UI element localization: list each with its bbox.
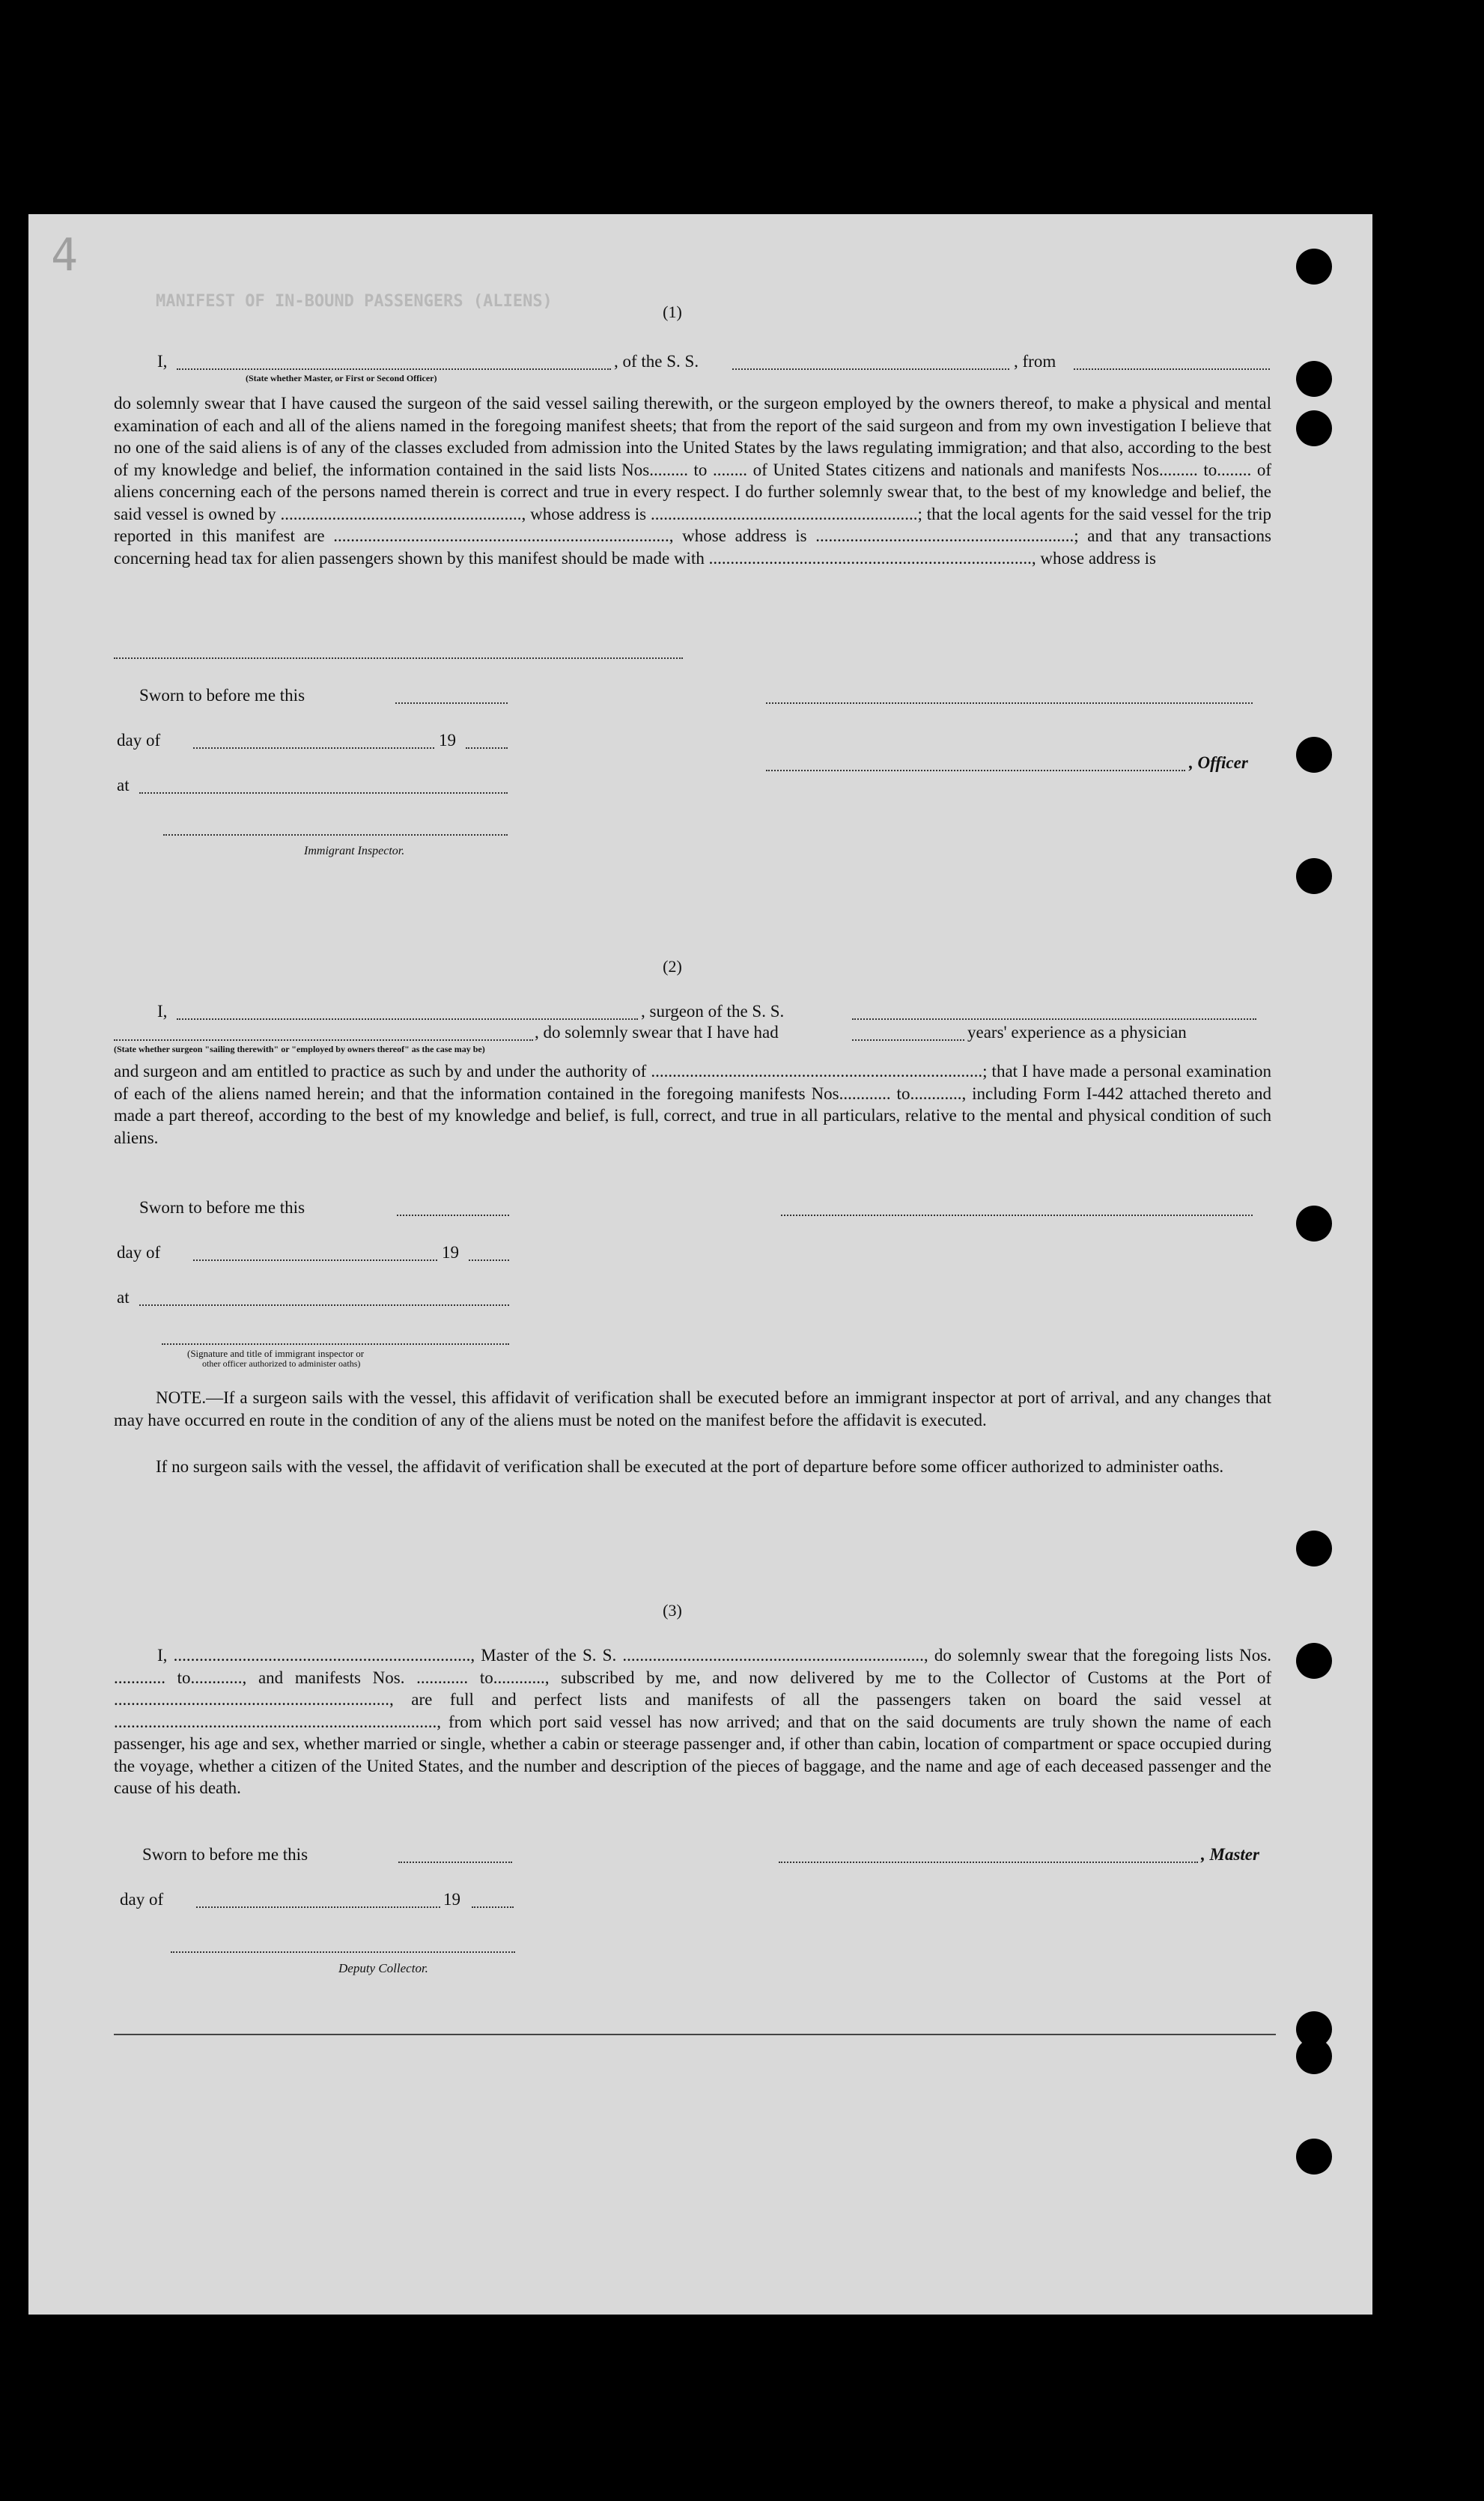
s1-i-label: I, [157, 352, 168, 371]
section-1-number: (1) [663, 303, 682, 321]
s2-body: and surgeon and am entitled to practice as such by and under the authority of .............................................................................; that I have made a personal examination of each of the aliens named herein; and that the information contained in the foregoing manifests Nos............ to............, including Form I-442 attached thereto and made a part thereof, according to the best of my knowledge and belief, is full, correct, and true in all particulars, relative to the mental and physical condition of such aliens. [114, 1062, 1271, 1147]
s1-at-line [139, 792, 508, 794]
s2-surgeon-of-label: , surgeon of the S. S. [641, 1002, 785, 1021]
s1-officer-signature-line [766, 770, 1185, 771]
s1-vessel-line [732, 368, 1009, 370]
s3-sworn-line [398, 1862, 512, 1863]
s1-day-line [193, 747, 434, 749]
s1-body: do solemnly swear that I have caused the surgeon of the said vessel sailing therewith, or the surgeon employed by the owners thereof, to make a physical and mental examination of each and all of the aliens named in the foregoing manifest sheets; that from the report of the said surgeon and from my own investigation I believe that no one of the said aliens is of any of the classes excluded from admission into the United States by the laws regulating immigration; and that also, according to the best of my knowledge and belief, the information contained in the said lists Nos......... to ........ of United States citizens and nationals and manifests Nos......... to........ of aliens concerning each of the persons named therein is correct and true in every respect. I do further solemnly swear that, to the best of my knowledge and belief, the said vessel is owned by ........................................................, whose address is ..............................................................; that the local agents for the said vessel for the trip reported in this manifest are .............................................................................., whose address is ............................................................; and that any transactions concerning head tax for alien passengers shown by this manifest should be made with ..........................................................................., whose address is [114, 394, 1271, 568]
s2-years-line [852, 1039, 964, 1041]
s2-status-line [114, 1039, 533, 1041]
s1-under-note: (State whether Master, or First or Second Officer) [246, 373, 437, 383]
s1-inspector-line [163, 834, 508, 836]
punch-hole [1296, 737, 1332, 773]
punch-hole [1296, 249, 1332, 285]
s2-year-label: 19 [442, 1243, 459, 1262]
page-mark: 4 [51, 229, 79, 282]
s3-master-label: , Master [1201, 1845, 1259, 1864]
s1-of-ss-label: , of the S. S. [614, 352, 699, 371]
s2-under-note: (State whether surgeon "sailing therewith" or "employed by owners thereof" as the case may be) [114, 1044, 485, 1054]
section-3-number: (3) [663, 1601, 682, 1620]
s3-deputy-line [171, 1951, 515, 1953]
s2-sworn-label: Sworn to before me this [139, 1198, 305, 1217]
s2-day-line [193, 1259, 437, 1261]
s1-from-label: , from [1014, 352, 1056, 371]
s2-sworn-line [397, 1215, 509, 1216]
s2-note-1: NOTE.—If a surgeon sails with the vessel, this affidavit of verification shall be executed before an immigrant inspector at port of arrival, and any changes that may have occurred en route in the condition of any of the aliens must be noted on the manifest before the affidavit is executed. [114, 1388, 1271, 1429]
punch-hole [1296, 2139, 1332, 2175]
s1-day-of-label: day of [117, 731, 161, 750]
s3-day-line [196, 1906, 440, 1908]
s2-inspector-line [162, 1343, 509, 1345]
s3-body: I, ....................................................................., Master of the S. S. ......................................................................, do solemnly swear that the foregoing lists Nos. ............ to............, and manifests Nos. ............ to............, subscribed by me, and now delivered by me to the Collector of Customs at the Port of ................................................................, are full and perfect lists and manifests of all the passengers taken on board the said vessel at ..........................................................................., from which port said vessel has now arrived; and that on the said documents are truly shown the name of each passenger, his age and sex, whether married or single, whether a cabin or steerage passenger and, if other than cabin, location of compartment or space occupied during the voyage, whether a citizen of the United States, and the number and description of the pieces of baggage, and the name and age of each deceased passenger and the cause of his death. [114, 1646, 1271, 1797]
s1-signature-line-1 [766, 702, 1253, 704]
s3-sworn-label: Sworn to before me this [142, 1845, 308, 1864]
punch-hole [1296, 858, 1332, 894]
document-page [28, 214, 1372, 2315]
s1-inspector-label: Immigrant Inspector. [304, 845, 405, 857]
punch-hole [1296, 1206, 1332, 1242]
s2-at-label: at [117, 1288, 130, 1307]
s2-years-exp-label: years' experience as a physician [967, 1023, 1187, 1042]
s3-year-label: 19 [443, 1890, 460, 1909]
punch-hole [1296, 1531, 1332, 1566]
punch-hole [1296, 361, 1332, 397]
s2-note-2: If no surgeon sails with the vessel, the affidavit of verification shall be executed at the port of departure before some officer authorized to administer oaths. [156, 1457, 1224, 1476]
s2-signature-line [781, 1215, 1253, 1216]
s1-year-line [466, 747, 508, 749]
bottom-rule [114, 2034, 1276, 2035]
s2-sig-note-2: other officer authorized to administer oaths) [202, 1358, 361, 1369]
punch-hole [1296, 2038, 1332, 2074]
s3-day-of-label: day of [120, 1890, 164, 1909]
s1-from-line [1074, 368, 1270, 370]
punch-hole [1296, 1643, 1332, 1679]
s1-officer-label: , Officer [1189, 753, 1248, 772]
s1-sworn-line [395, 702, 508, 704]
bleed-through-title: MANIFEST OF IN-BOUND PASSENGERS (ALIENS) [156, 292, 553, 311]
s1-year-label: 19 [439, 731, 456, 750]
s2-day-of-label: day of [117, 1243, 161, 1262]
s2-sig-note-1: (Signature and title of immigrant inspector or [187, 1348, 365, 1359]
s2-year-line [469, 1259, 509, 1261]
s3-deputy-label: Deputy Collector. [338, 1961, 428, 1975]
s1-body-end-line [114, 657, 683, 659]
section-2-number: (2) [663, 957, 682, 976]
s2-i-label: I, [157, 1002, 168, 1021]
punch-hole [1296, 410, 1332, 446]
s2-surgeon-name-line [177, 1018, 638, 1020]
s2-swear-label: , do solemnly swear that I have had [535, 1023, 779, 1042]
s2-at-line [139, 1304, 509, 1306]
s1-at-label: at [117, 776, 130, 794]
s3-year-line [472, 1906, 514, 1908]
s2-vessel-line [852, 1018, 1256, 1020]
s1-officer-line [177, 368, 611, 370]
s3-master-signature-line [779, 1862, 1198, 1863]
s1-sworn-label: Sworn to before me this [139, 686, 305, 705]
